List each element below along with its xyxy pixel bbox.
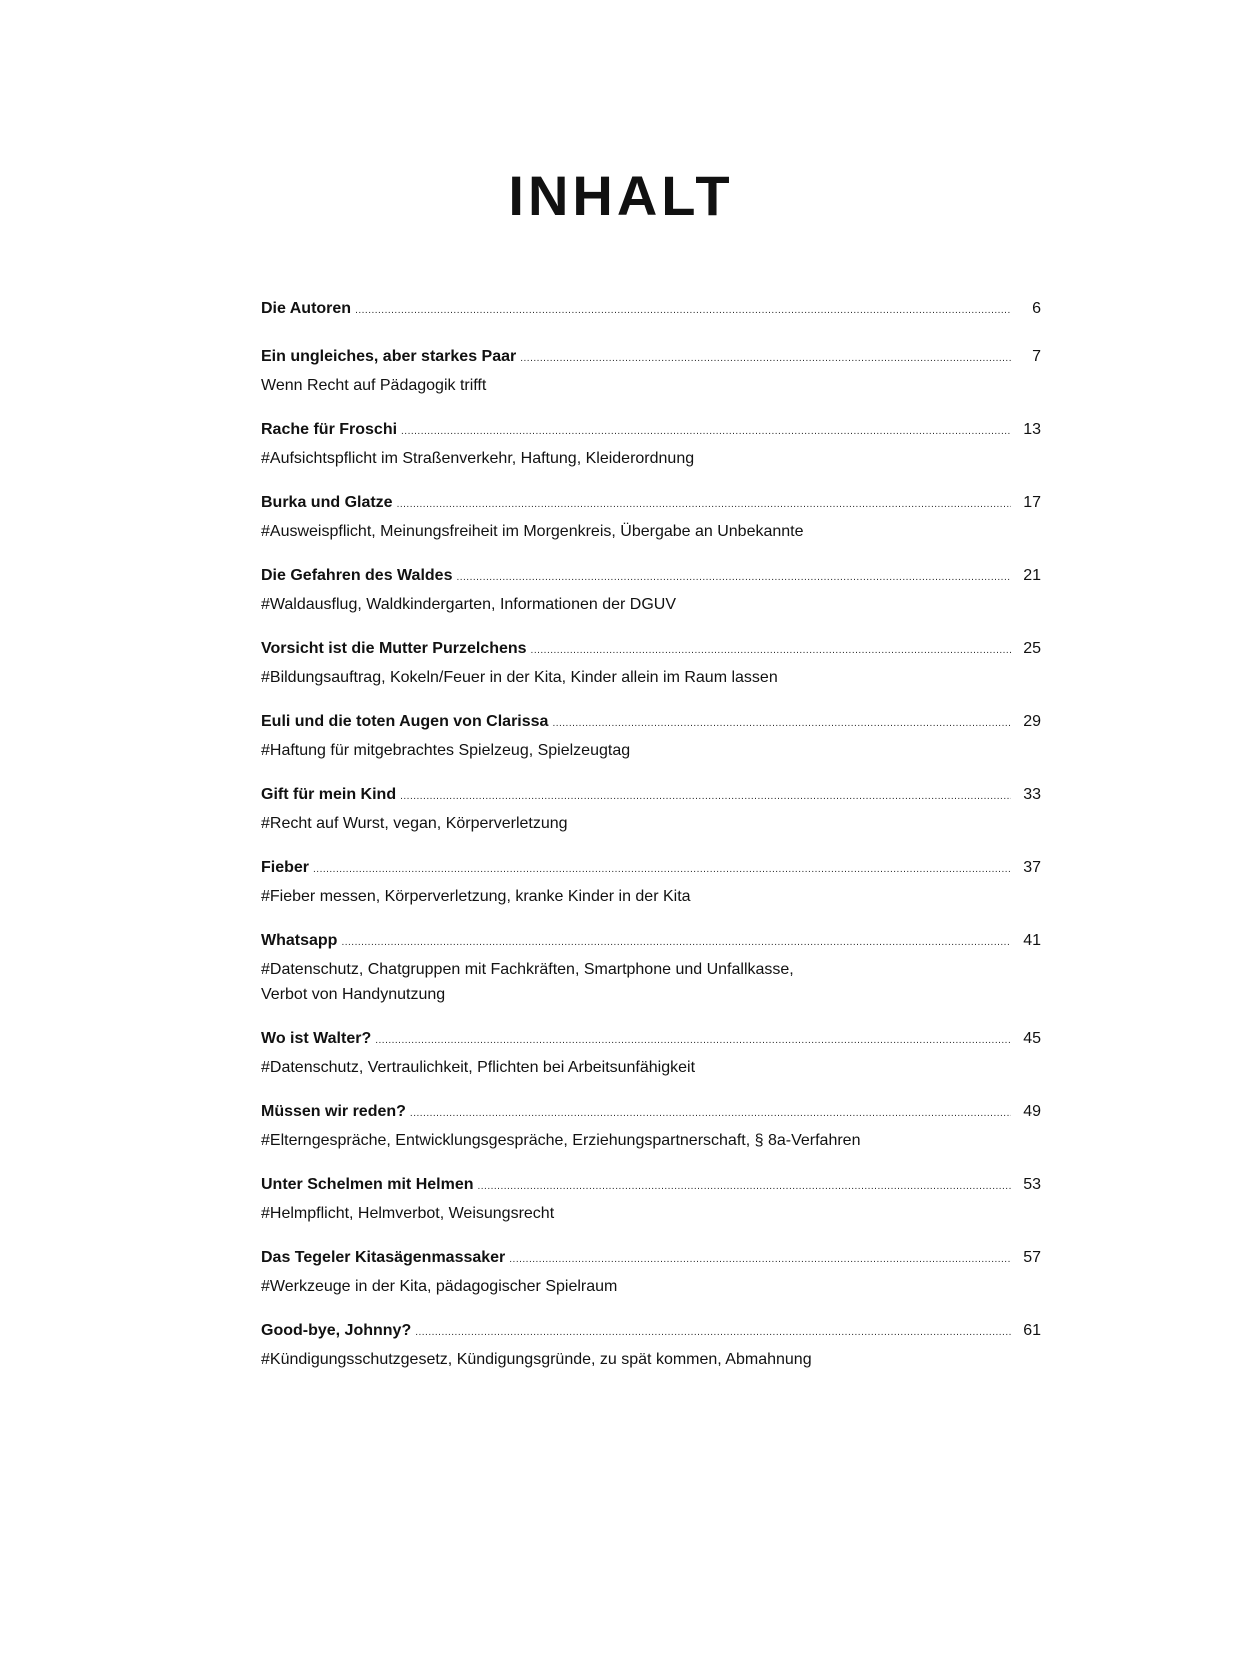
toc-entry-line[interactable] [261, 1030, 1041, 1055]
toc-entry-line[interactable] [261, 567, 1041, 592]
toc-dot-leader [341, 937, 1011, 948]
toc-entry [261, 1103, 1041, 1153]
table-of-contents [261, 300, 1041, 1395]
toc-entry-subtitle-continued: Verbot von Handynutzung [261, 986, 446, 1003]
toc-dot-leader [509, 1254, 1011, 1265]
toc-entry-line[interactable] [261, 640, 1041, 665]
toc-dot-leader [520, 353, 1011, 364]
toc-entry-subtitle: #Kündigungsschutzgesetz, Kündigungsgründe, zu spät kommen, Abmahnung [261, 1351, 812, 1368]
toc-entry-subtitle: #Werkzeuge in der Kita, pädagogischer Spielraum [261, 1278, 618, 1295]
toc-page-number: 17 [1023, 494, 1041, 511]
toc-entry-subtitle: #Datenschutz, Vertraulichkeit, Pflichten bei Arbeitsunfähigkeit [261, 1059, 696, 1076]
toc-entry-title: Vorsicht ist die Mutter Purzelchens [261, 640, 527, 657]
toc-entry-subtitle: #Aufsichtspflicht im Straßenverkehr, Haftung, Kleiderordnung [261, 450, 695, 467]
toc-page-number: 45 [1023, 1030, 1041, 1047]
toc-entry-title: Die Gefahren des Waldes [261, 567, 453, 584]
toc-entry [261, 859, 1041, 909]
toc-dot-leader [397, 499, 1011, 510]
toc-page-number: 57 [1023, 1249, 1041, 1266]
toc-page-number: 41 [1023, 932, 1041, 949]
toc-entry-line[interactable] [261, 1176, 1041, 1201]
toc-entry-line[interactable] [261, 932, 1041, 957]
toc-entry-line[interactable] [261, 1103, 1041, 1128]
toc-entry-title: Ein ungleiches, aber starkes Paar [261, 348, 517, 365]
toc-entry [261, 300, 1041, 325]
toc-page-number: 29 [1023, 713, 1041, 730]
toc-entry [261, 1030, 1041, 1080]
toc-page-number: 13 [1023, 421, 1041, 438]
toc-entry-line[interactable] [261, 421, 1041, 446]
toc-entry [261, 1176, 1041, 1226]
toc-page-number: 7 [1032, 348, 1041, 365]
toc-entry-title: Euli und die toten Augen von Clarissa [261, 713, 549, 730]
toc-entry-line[interactable] [261, 1322, 1041, 1347]
toc-entry-line[interactable] [261, 786, 1041, 811]
toc-dot-leader [531, 645, 1011, 656]
toc-page-number: 33 [1023, 786, 1041, 803]
toc-dot-leader [313, 864, 1011, 875]
toc-page-number: 25 [1023, 640, 1041, 657]
toc-entry-line[interactable] [261, 859, 1041, 884]
toc-entry-subtitle: #Helmpflicht, Helmverbot, Weisungsrecht [261, 1205, 555, 1222]
toc-entry-subtitle: #Haftung für mitgebrachtes Spielzeug, Spielzeugtag [261, 742, 631, 759]
toc-entry-title: Fieber [261, 859, 310, 876]
toc-dot-leader [400, 791, 1011, 802]
toc-entry [261, 567, 1041, 617]
toc-entry-title: Rache für Froschi [261, 421, 398, 438]
toc-entry [261, 421, 1041, 471]
toc-entry-subtitle: #Recht auf Wurst, vegan, Körperverletzung [261, 815, 568, 832]
toc-entry [261, 494, 1041, 544]
toc-entry-subtitle: #Waldausflug, Waldkindergarten, Informationen der DGUV [261, 596, 677, 613]
toc-entry-title: Good-bye, Johnny? [261, 1322, 412, 1339]
toc-entry [261, 1322, 1041, 1372]
toc-dot-leader [410, 1108, 1011, 1119]
toc-page-number: 6 [1032, 300, 1041, 317]
toc-page-number: 61 [1023, 1322, 1041, 1339]
toc-entry [261, 640, 1041, 690]
toc-entry-title: Wo ist Walter? [261, 1030, 372, 1047]
toc-entry-line[interactable] [261, 494, 1041, 519]
toc-entry-title: Müssen wir reden? [261, 1103, 406, 1120]
toc-entry [261, 1249, 1041, 1299]
toc-entry [261, 932, 1041, 1007]
toc-entry-subtitle: #Fieber messen, Körperverletzung, kranke Kinder in der Kita [261, 888, 691, 905]
toc-page-number: 49 [1023, 1103, 1041, 1120]
toc-entry [261, 348, 1041, 398]
toc-entry-subtitle: #Datenschutz, Chatgruppen mit Fachkräften, Smartphone und Unfallkasse, [261, 961, 794, 978]
toc-entry-subtitle: #Bildungsauftrag, Kokeln/Feuer in der Kita, Kinder allein im Raum lassen [261, 669, 778, 686]
toc-page-number: 21 [1023, 567, 1041, 584]
toc-dot-leader [401, 426, 1011, 437]
toc-entry-line[interactable] [261, 300, 1041, 325]
toc-entry-title: Burka und Glatze [261, 494, 393, 511]
toc-dot-leader [552, 718, 1011, 729]
toc-dot-leader [355, 305, 1011, 316]
toc-entry-title: Das Tegeler Kitasägenmassaker [261, 1249, 506, 1266]
toc-entry [261, 786, 1041, 836]
toc-entry [261, 713, 1041, 763]
page-title: INHALT [508, 164, 734, 227]
toc-dot-leader [456, 572, 1011, 583]
toc-entry-subtitle: #Elterngespräche, Entwicklungsgespräche, Erziehungspartnerschaft, § 8a-Verfahren [261, 1132, 861, 1149]
toc-entry-title: Unter Schelmen mit Helmen [261, 1176, 474, 1193]
toc-page-number: 53 [1023, 1176, 1041, 1193]
toc-entry-line[interactable] [261, 713, 1041, 738]
toc-entry-subtitle: Wenn Recht auf Pädagogik trifft [261, 377, 487, 394]
toc-dot-leader [415, 1327, 1011, 1338]
toc-entry-title: Whatsapp [261, 932, 338, 949]
toc-entry-title: Die Autoren [261, 300, 352, 317]
toc-entry-line[interactable] [261, 1249, 1041, 1274]
toc-dot-leader [375, 1035, 1011, 1046]
toc-dot-leader [478, 1181, 1012, 1192]
toc-entry-subtitle: #Ausweispflicht, Meinungsfreiheit im Morgenkreis, Übergabe an Unbekannte [261, 523, 804, 540]
toc-entry-line[interactable] [261, 348, 1041, 373]
toc-entry-title: Gift für mein Kind [261, 786, 397, 803]
toc-page-number: 37 [1023, 859, 1041, 876]
